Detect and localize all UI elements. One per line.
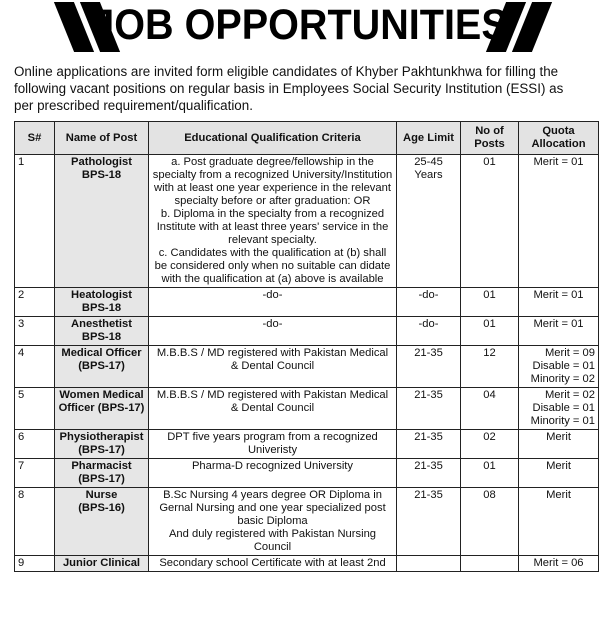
quota-allocation-line: Merit = 01	[533, 156, 584, 168]
post-name-line: (BPS-16)	[78, 502, 125, 514]
post-name-line: Heatologist	[71, 289, 132, 301]
post-name	[55, 155, 149, 288]
qualification-line: c. Candidates with the qualification at (b) shall	[158, 247, 387, 259]
post-name	[55, 556, 149, 572]
qualification-line: with at least one year experience in the relevant	[154, 182, 391, 194]
number-of-posts-line: 04	[483, 389, 496, 401]
intro-paragraph: Online applications are invited form eligible candidates of Khyber Pakhtunkhwa for filling the following vacant positions on regular basis in Employees Social Security Institution (ESSI) as per prescribed requirement/qualification.	[14, 64, 564, 113]
qualification-line: with the qualification at (a) above is available	[161, 273, 384, 285]
age-limit-line: Years	[414, 169, 443, 181]
table-row	[15, 430, 599, 459]
table-row	[15, 155, 599, 288]
qualification-line: & Dental Council	[230, 402, 315, 414]
serial-number-line: 3	[18, 318, 25, 330]
qualification	[149, 488, 397, 556]
serial-number-line: 9	[18, 557, 25, 569]
serial-number	[15, 556, 55, 572]
qualification-line: B.Sc Nursing 4 years degree OR Diploma in	[163, 489, 382, 501]
qualification-line: M.B.B.S / MD registered with Pakistan Medical	[156, 389, 389, 401]
qualification	[149, 388, 397, 430]
post-name-line: Physiotherapist	[59, 431, 144, 443]
age-limit-line: 21-35	[414, 431, 443, 443]
qualification	[149, 288, 397, 317]
post-name-line: Anesthetist	[71, 318, 132, 330]
post-name-line: Officer (BPS-17)	[58, 402, 145, 414]
serial-number-line: 5	[18, 389, 25, 401]
post-name-line: Pharmacist	[71, 460, 132, 472]
qualification-line: & Dental Council	[230, 360, 315, 372]
post-name-line: (BPS-17)	[78, 473, 125, 485]
age-limit	[397, 459, 461, 488]
quota-allocation-line: Merit	[546, 460, 571, 472]
post-name-line: (BPS-17)	[78, 444, 125, 456]
number-of-posts	[461, 459, 519, 488]
quota-allocation	[519, 346, 599, 388]
serial-number	[15, 155, 55, 288]
post-name	[55, 317, 149, 346]
post-name-line: Women Medical	[59, 389, 144, 401]
header-qualification: Educational Qualification Criteria	[149, 122, 397, 155]
post-name	[55, 346, 149, 388]
number-of-posts-line: 01	[483, 289, 496, 301]
quota-allocation	[519, 155, 599, 288]
quota-allocation-line: Merit = 01	[533, 289, 584, 301]
qualification-line: relevant specialty.	[228, 234, 317, 246]
serial-number	[15, 288, 55, 317]
qualification-line: basic Diploma	[237, 515, 308, 527]
positions-table	[14, 121, 599, 572]
number-of-posts-line: 01	[483, 156, 496, 168]
number-of-posts-line: 02	[483, 431, 496, 443]
quota-allocation	[519, 388, 599, 430]
quota-allocation-line: Minority = 02	[530, 373, 595, 385]
age-limit	[397, 430, 461, 459]
age-limit-line: 21-35	[414, 489, 443, 501]
qualification-line: -do-	[262, 289, 283, 301]
post-name-line: Junior Clinical	[62, 557, 141, 569]
qualification-line: Univeristy	[247, 444, 298, 456]
number-of-posts	[461, 288, 519, 317]
qualification-line: DPT five years program from a recognized	[167, 431, 378, 443]
post-name-line: (BPS-17)	[78, 360, 125, 372]
age-limit	[397, 155, 461, 288]
post-name	[55, 459, 149, 488]
qualification-line: Council	[253, 541, 292, 553]
post-name	[55, 288, 149, 317]
serial-number-line: 4	[18, 347, 25, 359]
quota-allocation-line: Merit = 02	[544, 389, 595, 401]
age-limit-line: 21-35	[414, 389, 443, 401]
table-header-row	[15, 122, 599, 155]
table-row	[15, 317, 599, 346]
qualification-line: specialty before or after graduation: OR	[174, 195, 371, 207]
qualification-line: be considered only when no suitable can didate	[154, 260, 391, 272]
age-limit	[397, 317, 461, 346]
number-of-posts	[461, 488, 519, 556]
table-row	[15, 488, 599, 556]
quota-allocation	[519, 430, 599, 459]
qualification	[149, 556, 397, 572]
serial-number	[15, 488, 55, 556]
qualification	[149, 430, 397, 459]
post-name-line: Pathologist	[71, 156, 132, 168]
table-row	[15, 346, 599, 388]
quota-allocation-line: Disable = 01	[532, 402, 595, 414]
qualification-line: And duly registered with Pakistan Nursing	[168, 528, 377, 540]
post-name	[55, 388, 149, 430]
qualification	[149, 155, 397, 288]
serial-number	[15, 388, 55, 430]
quota-allocation-line: Disable = 01	[532, 360, 595, 372]
age-limit	[397, 346, 461, 388]
header-posts: No of Posts	[461, 122, 519, 155]
age-limit-line: 25-45	[414, 156, 443, 168]
qualification-line: b. Diploma in the specialty from a recognized	[160, 208, 385, 220]
qualification-line: specialty from a recognized University/Institution	[152, 169, 393, 181]
qualification-line: Gernal Nursing and one year specialized post	[159, 502, 386, 514]
table-row	[15, 388, 599, 430]
qualification	[149, 459, 397, 488]
post-name-line: BPS-18	[81, 302, 122, 314]
number-of-posts	[461, 430, 519, 459]
header-age: Age Limit	[397, 122, 461, 155]
number-of-posts	[461, 346, 519, 388]
qualification-line: -do-	[262, 318, 283, 330]
quota-allocation	[519, 459, 599, 488]
table-row	[15, 459, 599, 488]
quota-allocation	[519, 317, 599, 346]
quota-allocation	[519, 556, 599, 572]
serial-number-line: 8	[18, 489, 25, 501]
number-of-posts	[461, 556, 519, 572]
age-limit	[397, 388, 461, 430]
serial-number	[15, 346, 55, 388]
quota-allocation-line: Merit = 09	[544, 347, 595, 359]
quota-allocation-line: Minority = 01	[530, 415, 595, 427]
qualification-line: M.B.B.S / MD registered with Pakistan Medical	[156, 347, 389, 359]
age-limit	[397, 288, 461, 317]
number-of-posts	[461, 317, 519, 346]
quota-allocation	[519, 488, 599, 556]
qualification-line: Pharma-D recognized University	[191, 460, 354, 472]
age-limit	[397, 556, 461, 572]
quota-allocation-line: Merit	[546, 489, 571, 501]
number-of-posts-line: 01	[483, 460, 496, 472]
qualification-line: a. Post graduate degree/fellowship in the	[171, 156, 374, 168]
qualification	[149, 317, 397, 346]
table-row	[15, 556, 599, 572]
number-of-posts-line: 01	[483, 318, 496, 330]
post-name-line: Medical Officer	[61, 347, 142, 359]
serial-number-line: 6	[18, 431, 25, 443]
number-of-posts-line: 12	[483, 347, 496, 359]
number-of-posts-line: 08	[483, 489, 496, 501]
age-limit-line: 21-35	[414, 460, 443, 472]
post-name-line: BPS-18	[81, 331, 122, 343]
serial-number-line: 7	[18, 460, 25, 472]
serial-number-line: 2	[18, 289, 25, 301]
age-limit-line: -do-	[418, 289, 439, 301]
header-quota: Quota Allocation	[519, 122, 599, 155]
quota-allocation	[519, 288, 599, 317]
table-row	[15, 288, 599, 317]
serial-number	[15, 317, 55, 346]
number-of-posts	[461, 155, 519, 288]
header-sn: S#	[15, 122, 55, 155]
qualification	[149, 346, 397, 388]
post-name	[55, 488, 149, 556]
number-of-posts	[461, 388, 519, 430]
banner	[0, 0, 600, 57]
quota-allocation-line: Merit	[546, 431, 571, 443]
post-name	[55, 430, 149, 459]
qualification-line: Secondary school Certificate with at least 2nd	[159, 557, 386, 569]
serial-number-line: 1	[18, 156, 25, 168]
quota-allocation-line: Merit = 06	[533, 557, 584, 569]
quota-allocation-line: Merit = 01	[533, 318, 584, 330]
post-name-line: BPS-18	[81, 169, 122, 181]
post-name-line: Nurse	[85, 489, 118, 501]
banner-title: JOB OPPORTUNITIES	[92, 1, 508, 49]
serial-number	[15, 459, 55, 488]
serial-number	[15, 430, 55, 459]
qualification-line: Institute with at least three years' service in the	[156, 221, 389, 233]
age-limit-line: -do-	[418, 318, 439, 330]
age-limit	[397, 488, 461, 556]
header-post: Name of Post	[55, 122, 149, 155]
age-limit-line: 21-35	[414, 347, 443, 359]
